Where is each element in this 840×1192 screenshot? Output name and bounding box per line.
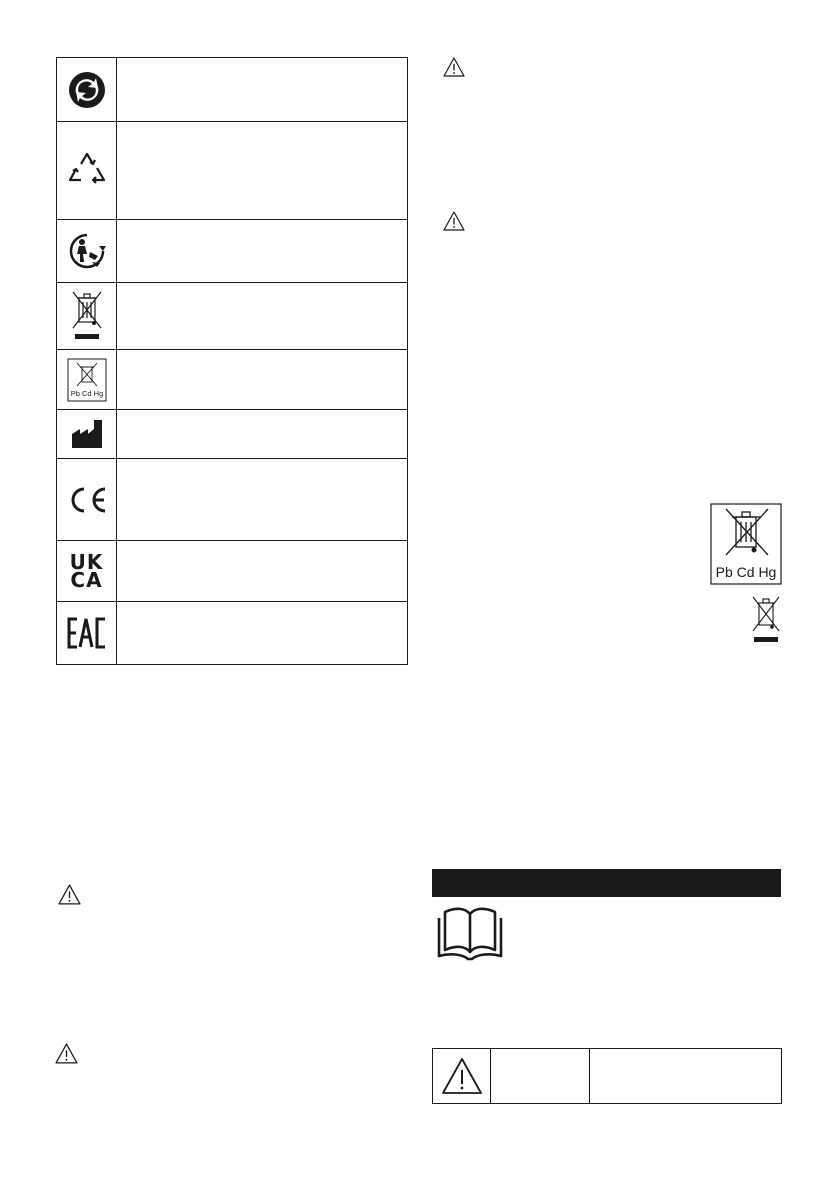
hazard-description (590, 1049, 782, 1104)
ukca-line-1: UK (69, 550, 104, 574)
symbol-description (117, 122, 408, 220)
symbol-description (117, 58, 408, 122)
symbol-description (117, 602, 408, 665)
symbols-table (56, 57, 408, 665)
book-icon (432, 904, 508, 964)
warning-icon (55, 1043, 78, 1064)
symbol-description (117, 283, 408, 350)
symbol-icon-cell (57, 541, 117, 602)
symbol-icon-cell (57, 122, 117, 220)
symbol-row (57, 459, 408, 541)
hazard-signal-word (491, 1049, 590, 1104)
battery-bin-icon (710, 503, 782, 585)
triman-icon (68, 232, 106, 270)
symbol-icon-cell (57, 602, 117, 665)
battery-bin-label: Pb Cd Hg (70, 388, 103, 398)
symbol-description (117, 459, 408, 541)
symbol-description (117, 541, 408, 602)
hazard-icon-cell (433, 1049, 491, 1104)
battery-bin-icon (67, 358, 107, 402)
symbol-description (117, 220, 408, 283)
symbol-description (117, 410, 408, 459)
hazard-table (432, 1048, 782, 1104)
symbol-row (57, 283, 408, 350)
symbol-icon-cell (57, 220, 117, 283)
crossed-bin-icon (750, 594, 782, 646)
symbol-row (57, 410, 408, 459)
ce-mark-icon (67, 487, 107, 513)
symbol-description (117, 350, 408, 410)
warning-triangle-icon (441, 1057, 483, 1095)
warning-icon (443, 211, 465, 231)
recycle-arrows-icon (66, 150, 108, 192)
symbol-row (57, 122, 408, 220)
warning-icon (443, 57, 465, 77)
ukca-mark-icon (57, 550, 116, 592)
section-header-bar (432, 869, 781, 897)
symbol-icon-cell (57, 283, 117, 350)
battery-bin-label: Pb Cd Hg (715, 564, 777, 580)
warning-icon (58, 884, 81, 905)
symbol-icon-cell (57, 459, 117, 541)
ukca-line-2: CA (70, 568, 103, 592)
crossed-bin-icon (70, 288, 104, 344)
symbol-icon-cell (57, 410, 117, 459)
symbol-row (57, 220, 408, 283)
eac-mark-icon (67, 617, 107, 649)
manufacturer-icon (72, 420, 102, 448)
symbol-row (57, 541, 408, 602)
symbol-row (57, 602, 408, 665)
symbol-icon-cell (57, 350, 117, 410)
symbol-row (57, 58, 408, 122)
symbol-row (57, 350, 408, 410)
green-dot-icon (67, 70, 107, 110)
symbol-icon-cell (57, 58, 117, 122)
